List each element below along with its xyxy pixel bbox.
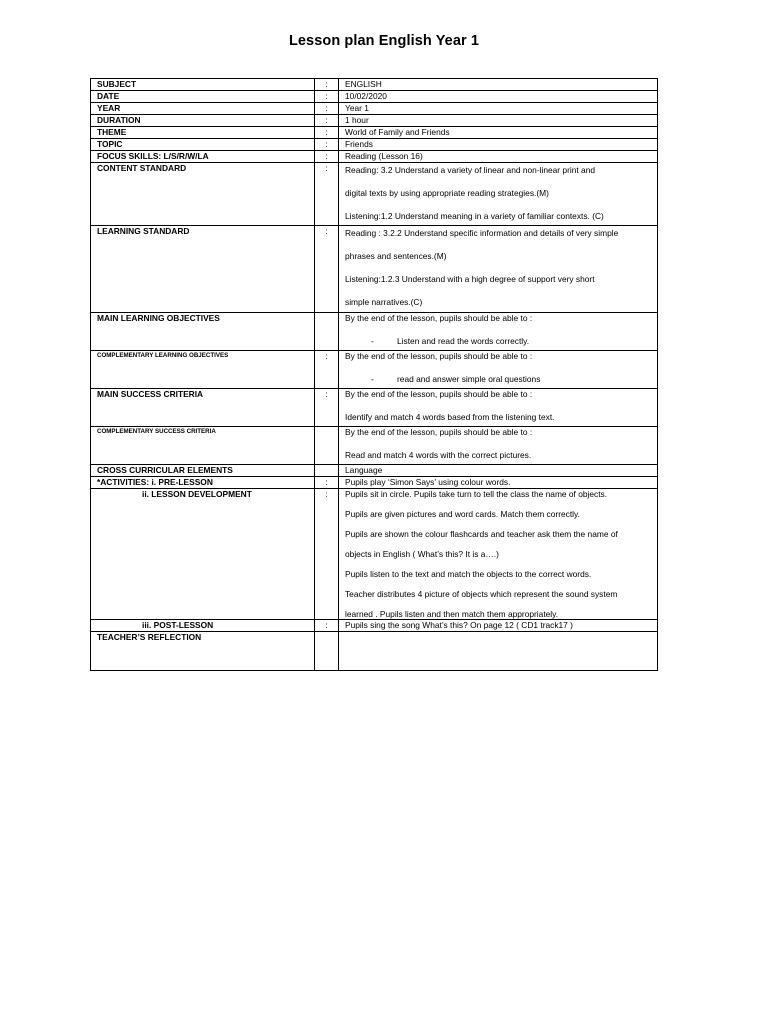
row-date xyxy=(91,91,658,103)
complementary-success-item: Read and match 4 words with the correct pictures. xyxy=(345,450,532,460)
separator: : xyxy=(315,351,339,389)
content-standard-line: Reading: 3.2 Understand a variety of linear and non-linear print and xyxy=(345,165,596,175)
content-standard-label: CONTENT STANDARD xyxy=(91,163,315,226)
separator: : xyxy=(315,127,339,139)
separator: : xyxy=(315,489,339,620)
complementary-objectives-intro: By the end of the lesson, pupils should be able to : xyxy=(345,351,533,361)
activity-line: Pupils are given pictures and word cards. Match them correctly. xyxy=(345,509,580,519)
activity-line: objects in English ( What’s this? It is a….) xyxy=(345,549,499,559)
content-standard-value xyxy=(339,163,658,226)
separator: : xyxy=(315,389,339,427)
complementary-objectives-text: read and answer simple oral questions xyxy=(397,374,541,384)
learning-standard-line: Reading : 3.2.2 Understand specific information and details of very simple xyxy=(345,228,619,238)
activity-line: Pupils listen to the text and match the objects to the correct words. xyxy=(345,569,592,579)
theme-value: World of Family and Friends xyxy=(339,127,658,139)
row-lesson-development xyxy=(91,489,658,620)
dash-bullet: - xyxy=(371,374,374,384)
learning-standard-line: simple narratives.(C) xyxy=(345,297,423,307)
dash-bullet: - xyxy=(371,336,374,346)
complementary-objectives-value xyxy=(339,351,658,389)
row-year xyxy=(91,103,658,115)
separator: : xyxy=(315,163,339,226)
complementary-success-label: COMPLEMENTARY SUCCESS CRITERIA xyxy=(91,427,315,465)
row-post-lesson xyxy=(91,620,658,632)
row-cross-curricular xyxy=(91,465,658,477)
row-theme xyxy=(91,127,658,139)
separator-empty xyxy=(315,465,339,477)
lesson-development-label: ii. LESSON DEVELOPMENT xyxy=(91,489,315,620)
duration-value: 1 hour xyxy=(339,115,658,127)
learning-standard-value xyxy=(339,226,658,313)
row-pre-lesson xyxy=(91,477,658,489)
topic-label: TOPIC xyxy=(91,139,315,151)
content-standard-line: Listening:1.2 Understand meaning in a variety of familiar contexts. (C) xyxy=(345,211,604,221)
main-objectives-value xyxy=(339,313,658,351)
pre-lesson-value: Pupils play ‘Simon Says’ using colour words. xyxy=(339,477,658,489)
post-lesson-value: Pupils sing the song What’s this? On page 12 ( CD1 track17 ) xyxy=(339,620,658,632)
learning-standard-label: LEARNING STANDARD xyxy=(91,226,315,313)
activity-line: Pupils are shown the colour flashcards and teacher ask them the name of xyxy=(345,529,618,539)
main-objectives-text: Listen and read the words correctly. xyxy=(397,336,530,346)
row-subject xyxy=(91,79,658,91)
lesson-development-value xyxy=(339,489,658,620)
row-topic xyxy=(91,139,658,151)
row-complementary-objectives xyxy=(91,351,658,389)
topic-value: Friends xyxy=(339,139,658,151)
date-label: DATE xyxy=(91,91,315,103)
row-duration xyxy=(91,115,658,127)
main-objectives-intro: By the end of the lesson, pupils should be able to : xyxy=(345,313,533,323)
focus-skills-label: FOCUS SKILLS: L/S/R/W/LA xyxy=(91,151,315,163)
year-label: YEAR xyxy=(91,103,315,115)
main-success-item: Identify and match 4 words based from the listening text. xyxy=(345,412,555,422)
separator: : xyxy=(315,226,339,313)
duration-label: DURATION xyxy=(91,115,315,127)
theme-label: THEME xyxy=(91,127,315,139)
row-content-standard xyxy=(91,163,658,226)
reflection-value xyxy=(339,632,658,671)
separator: : xyxy=(315,115,339,127)
separator-empty xyxy=(315,427,339,465)
lesson-plan-table xyxy=(90,78,658,671)
row-learning-standard xyxy=(91,226,658,313)
activity-line: learned . Pupils listen and then match them appropriately. xyxy=(345,609,559,619)
separator: : xyxy=(315,620,339,632)
main-success-value xyxy=(339,389,658,427)
row-focus-skills xyxy=(91,151,658,163)
main-objectives-item xyxy=(345,336,652,346)
pre-lesson-label: *ACTIVITIES: i. PRE-LESSON xyxy=(91,477,315,489)
row-main-success xyxy=(91,389,658,427)
separator: : xyxy=(315,103,339,115)
page-title: Lesson plan English Year 1 xyxy=(288,33,480,49)
separator: : xyxy=(315,151,339,163)
complementary-success-intro: By the end of the lesson, pupils should be able to : xyxy=(345,427,533,437)
main-objectives-label: MAIN LEARNING OBJECTIVES xyxy=(91,313,315,351)
cross-curricular-label: CROSS CURRICULAR ELEMENTS xyxy=(91,465,315,477)
separator: : xyxy=(315,139,339,151)
activity-line: Pupils sit in circle. Pupils take turn to tell the class the name of objects. xyxy=(345,489,608,499)
row-reflection xyxy=(91,632,658,671)
focus-skills-value: Reading (Lesson 16) xyxy=(339,151,658,163)
subject-label: SUBJECT xyxy=(91,79,315,91)
activity-line: Teacher distributes 4 picture of objects which represent the sound system xyxy=(345,589,618,599)
date-value: 10/02/2020 xyxy=(339,91,658,103)
content-standard-line: digital texts by using appropriate reading strategies.(M) xyxy=(345,188,549,198)
learning-standard-line: Listening:1.2.3 Understand with a high degree of support very short xyxy=(345,274,595,284)
complementary-objectives-item xyxy=(345,374,652,384)
complementary-success-value xyxy=(339,427,658,465)
separator: : xyxy=(315,79,339,91)
post-lesson-label: iii. POST-LESSON xyxy=(91,620,315,632)
cross-curricular-value: Language xyxy=(339,465,658,477)
row-complementary-success xyxy=(91,427,658,465)
main-success-intro: By the end of the lesson, pupils should be able to : xyxy=(345,389,533,399)
subject-value: ENGLISH xyxy=(339,79,658,91)
separator: : xyxy=(315,477,339,489)
row-main-objectives xyxy=(91,313,658,351)
reflection-label: TEACHER’S REFLECTION xyxy=(91,632,315,671)
complementary-objectives-label: COMPLEMENTARY LEARNING OBJECTIVES xyxy=(91,351,315,389)
year-value: Year 1 xyxy=(339,103,658,115)
learning-standard-line: phrases and sentences.(M) xyxy=(345,251,447,261)
separator-empty xyxy=(315,313,339,351)
separator: : xyxy=(315,91,339,103)
main-success-label: MAIN SUCCESS CRITERIA xyxy=(91,389,315,427)
separator-empty xyxy=(315,632,339,671)
